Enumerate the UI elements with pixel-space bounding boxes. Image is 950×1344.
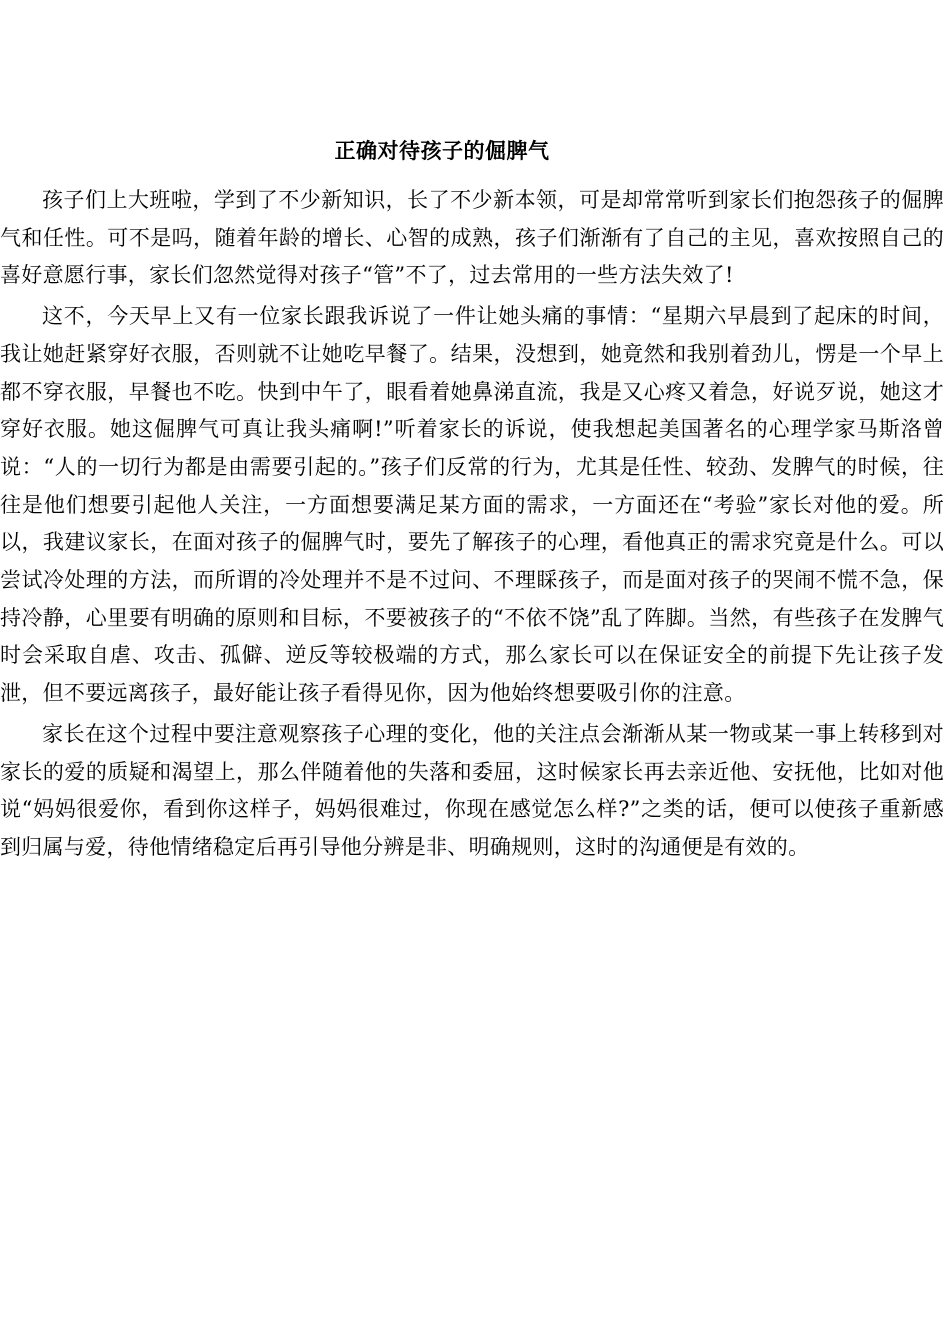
document-body bbox=[0, 182, 944, 867]
paragraph-3: 家长在这个过程中要注意观察孩子心理的变化，他的关注点会渐渐从某一物或某一事上转移到对家长的爱的质疑和渴望上，那么伴随着他的失落和委屈，这时候家长再去亲近他、安抚他，比如对他说“妈妈很爱你，看到你这样子，妈妈很难过，你现在感觉怎么样?”之类的话，便可以使孩子重新感到归属与爱，待他情绪稳定后再引导他分辨是非、明确规则，这时的沟通便是有效的。 bbox=[0, 721, 944, 859]
paragraph-1: 孩子们上大班啦，学到了不少新知识，长了不少新本领，可是却常常听到家长们抱怨孩子的倔脾气和任性。可不是吗，随着年龄的增长、心智的成熟，孩子们渐渐有了自己的主见，喜欢按照自己的喜好意愿行事，家长们忽然觉得对孩子“管”不了，过去常用的一些方法失效了! bbox=[0, 188, 944, 288]
paragraph-2: 这不，今天早上又有一位家长跟我诉说了一件让她头痛的事情：“星期六早晨到了起床的时间，我让她赶紧穿好衣服，否则就不让她吃早餐了。结果，没想到，她竟然和我别着劲儿，愣是一个早上都不穿衣服，早餐也不吃。快到中午了，眼看着她鼻涕直流，我是又心疼又着急，好说歹说，她这才穿好衣服。她这倔脾气可真让我头痛啊!”听着家长的诉说，使我想起美国著名的心理学家马斯洛曾说：“人的一切行为都是由需要引起的。”孩子们反常的行为，尤其是任性、较劲、发脾气的时候，往往是他们想要引起他人关注，一方面想要满足某方面的需求，一方面还在“考验”家长对他的爱。所以，我建议家长，在面对孩子的倔脾气时，要先了解孩子的心理，看他真正的需求究竟是什么。可以尝试冷处理的方法，而所谓的冷处理并不是不过问、不理睬孩子，而是面对孩子的哭闹不慌不急，保持冷静，心里要有明确的原则和目标，不要被孩子的“不依不饶”乱了阵脚。当然，有些孩子在发脾气时会采取自虐、攻击、孤僻、逆反等较极端的方式，那么家长可以在保证安全的前提下先让孩子发泄，但不要远离孩子，最好能让孩子看得见你，因为他始终想要吸引你的注意。 bbox=[0, 304, 944, 706]
document-title: 正确对待孩子的倔脾气 bbox=[334, 138, 550, 163]
